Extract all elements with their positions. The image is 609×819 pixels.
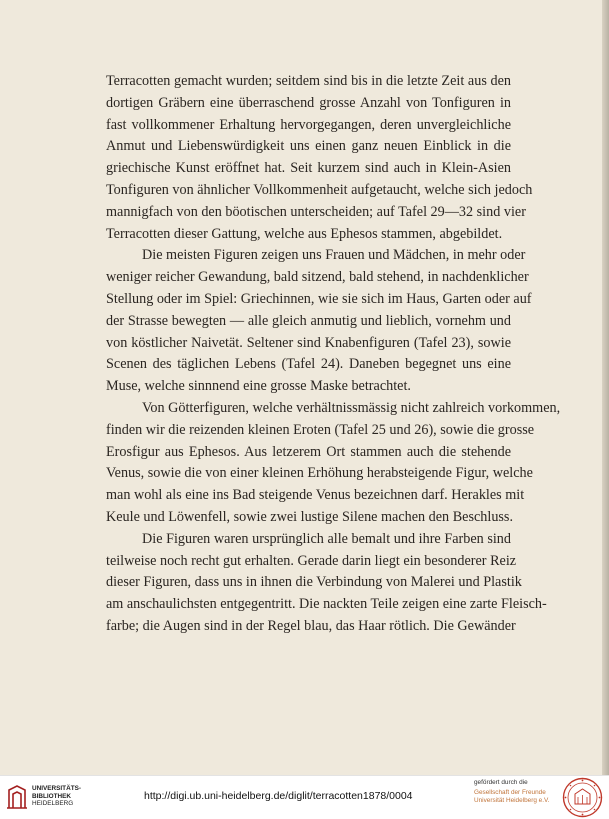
text-line: Die meisten Figuren zeigen uns Frauen und Mädchen, in mehr oder xyxy=(142,247,526,264)
paragraph xyxy=(106,398,561,529)
text-line: Venus, sowie die von einer kleinen Erhöhung herabsteigende Figur, welche xyxy=(106,465,533,482)
sponsor-org-line2: Universität Heidelberg e.V. xyxy=(474,797,550,805)
permalink-url[interactable]: http://digi.ub.uni-heidelberg.de/diglit/terracotten1878/0004 xyxy=(144,790,413,802)
library-name-line1: UNIVERSITÄTS- xyxy=(32,785,81,792)
digitization-footer xyxy=(0,775,609,819)
text-line: Muse, welche sinnnend eine grosse Maske betrachtet. xyxy=(106,378,411,395)
sponsor-by: gefördert durch die xyxy=(474,779,528,786)
text-line: teilweise noch recht gut erhalten. Gerade darin liegt ein besonderer Reiz xyxy=(106,552,517,569)
text-line: Stellung oder im Spiel: Griechinnen, wie sie sich im Haus, Garten oder auf xyxy=(106,290,532,307)
library-name-line2: BIBLIOTHEK xyxy=(32,792,72,800)
page-edge xyxy=(602,0,609,775)
text-line: der Strasse bewegten — alle gleich anmutig und lieblich, vornehm und xyxy=(106,312,511,329)
text-line: man wohl als eine ins Bad steigende Venus bezeichnen darf. Herakles mit xyxy=(106,487,525,504)
text-line: Scenen des täglichen Lebens (Tafel 24). Daneben begegnet uns eine xyxy=(106,356,511,373)
library-name xyxy=(32,785,81,808)
text-line: Die Figuren waren ursprünglich alle bemalt und ihre Farben sind xyxy=(142,530,511,547)
sponsor-org-line1: Gesellschaft der Freunde xyxy=(474,789,546,797)
paragraph xyxy=(106,529,547,638)
text-line: dortigen Gräbern eine überraschend grosse Anzahl von Tonfiguren in xyxy=(106,94,511,111)
text-line: mannigfach von den böotischen unterscheiden; auf Tafel 29—32 sind vier xyxy=(106,203,526,220)
text-line: von köstlicher Naivetät. Seltener sind Knabenfiguren (Tafel 23), sowie xyxy=(106,334,511,351)
paragraph xyxy=(106,71,533,245)
text-line: Keule und Löwenfell, sowie zwei lustige Silene machen den Beschluss. xyxy=(106,508,513,525)
library-name-line3: HEIDELBERG xyxy=(32,800,74,808)
text-line: Terracotten dieser Gattung, welche aus Ephesos stammen, abgebildet. xyxy=(106,225,503,242)
text-line: Tonfiguren von ähnlicher Vollkommenheit aufgetaucht, welche sich jedoch xyxy=(106,181,533,198)
text-line: Terracotten gemacht wurden; seitdem sind bis in die letzte Zeit aus den xyxy=(106,73,511,89)
text-line: weniger reicher Gewandung, bald sitzend, bald stehend, in nachdenklicher xyxy=(106,269,529,286)
text-line: dieser Figuren, dass uns in ihnen die Verbindung von Malerei und Plastik xyxy=(106,574,522,591)
sponsor-credit xyxy=(474,779,549,806)
text-line: Anmut und Liebenswürdigkeit uns einen ganz neuen Einblick in die xyxy=(106,138,511,155)
text-line: Erosfigur aus Ephesos. Aus letzerem Ort stammen auch die stehende xyxy=(106,443,511,460)
text-line: griechische Kunst eröffnet hat. Seit kurzem sind auch in Klein-Asien xyxy=(106,160,511,177)
text-line: finden wir die reizenden kleinen Eroten (Tafel 25 und 26), sowie die grosse xyxy=(106,421,535,438)
text-line: Von Götterfiguren, welche verhältnissmässig nicht zahlreich vorkommen, xyxy=(142,399,561,416)
body-text xyxy=(106,71,561,638)
paragraph xyxy=(106,245,532,398)
text-line: farbe; die Augen sind in der Regel blau, das Haar rötlich. Die Gewänder xyxy=(106,617,516,634)
text-line: am anschaulichsten entgegentritt. Die nackten Teile zeigen eine zarte Fleisch- xyxy=(106,596,547,613)
library-logo-icon xyxy=(6,784,28,810)
university-seal-icon xyxy=(561,776,604,819)
text-line: fast vollkommener Erhaltung hervorgegangen, deren unvergleichliche xyxy=(106,116,511,133)
